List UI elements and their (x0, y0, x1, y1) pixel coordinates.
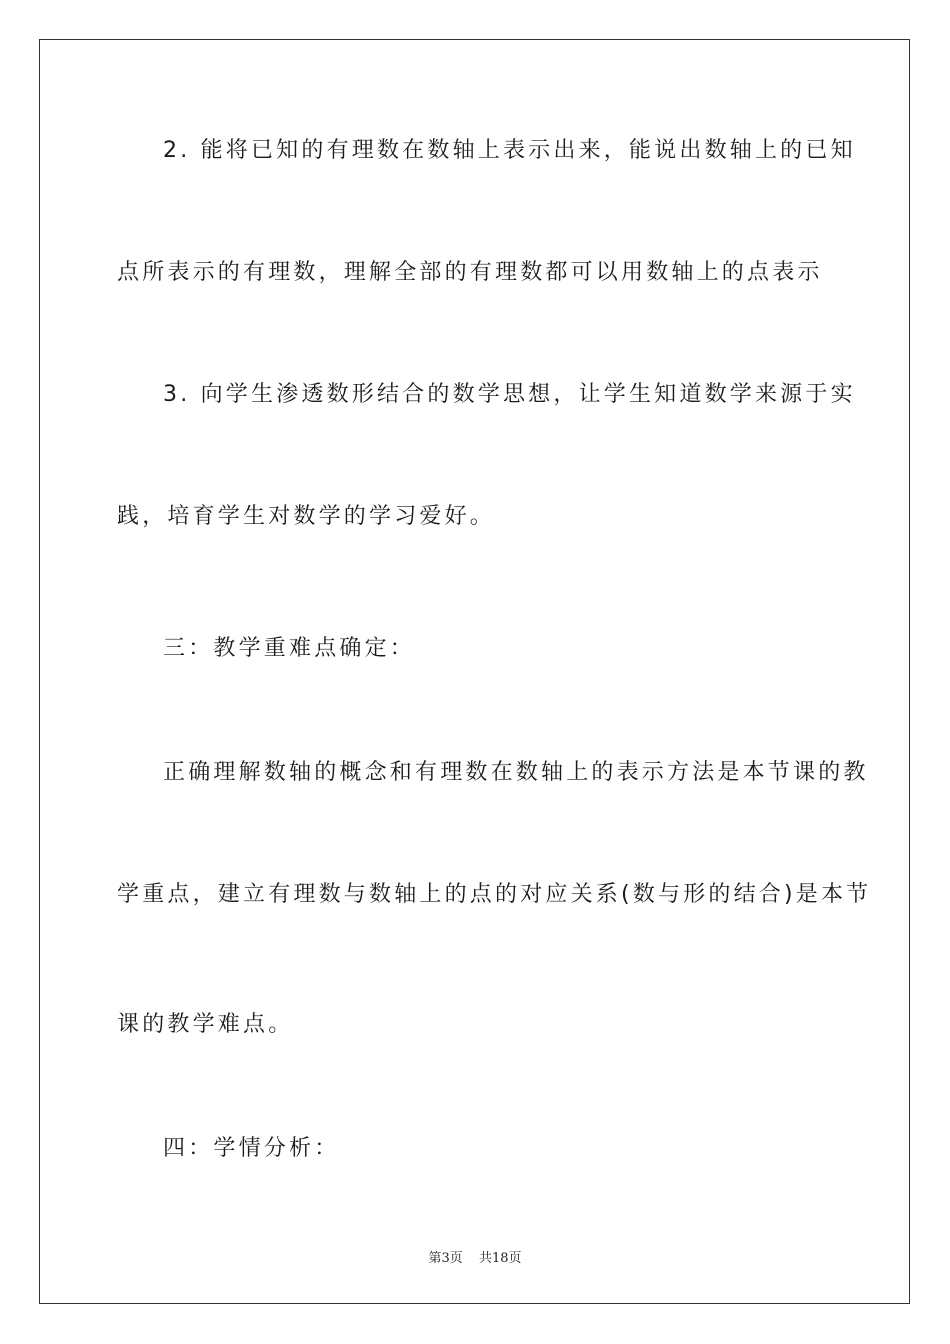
section-heading-key-points: 三：教学重难点确定： (163, 636, 416, 661)
section-heading-student-analysis: 四：学情分析： (163, 1136, 340, 1161)
page-footer (0, 1247, 950, 1266)
page-total: 共18页 (478, 1251, 522, 1266)
paragraph-objective-3-line-1: 3. 向学生渗透数形结合的数学思想，让学生知道数学来源于实 (163, 382, 856, 407)
paragraph-key-points-line-1: 正确理解数轴的概念和有理数在数轴上的表示方法是本节课的教 (163, 760, 869, 785)
paragraph-objective-3-line-2: 践，培育学生对数学的学习爱好。 (117, 504, 496, 529)
page-number: 第3页 (428, 1251, 463, 1266)
page-border (39, 39, 910, 1304)
paragraph-key-points-line-2: 学重点，建立有理数与数轴上的点的对应关系(数与形的结合)是本节 (117, 882, 872, 907)
paragraph-objective-2-line-1: 2. 能将已知的有理数在数轴上表示出来，能说出数轴上的已知 (163, 138, 856, 163)
paragraph-key-points-line-3: 课的教学难点。 (117, 1012, 294, 1037)
paragraph-objective-2-line-2: 点所表示的有理数，理解全部的有理数都可以用数轴上的点表示 (117, 260, 823, 285)
